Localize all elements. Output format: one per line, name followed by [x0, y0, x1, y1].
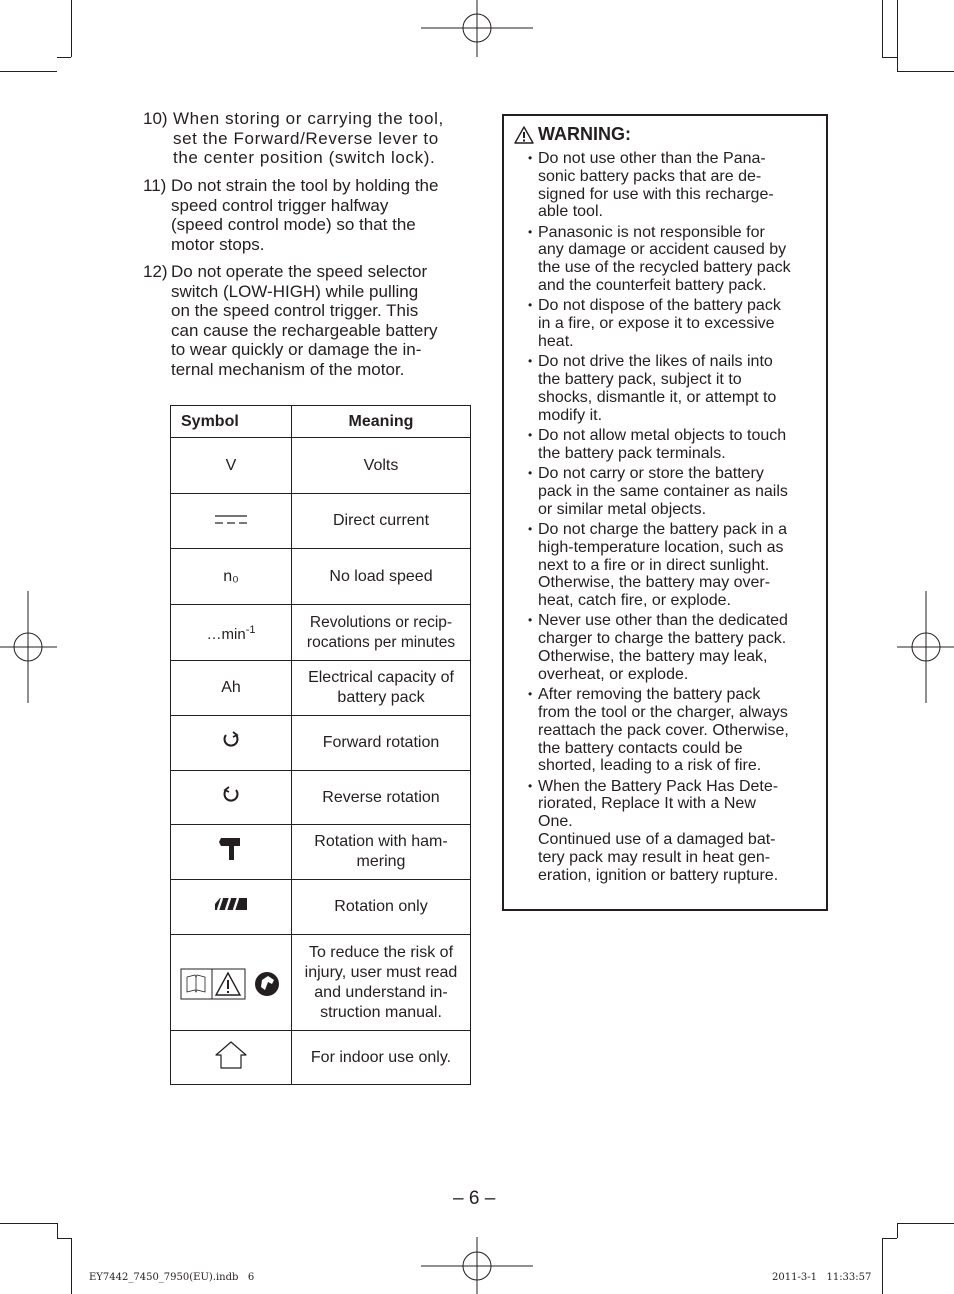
- warning-item: • Do not drive the likes of nails into the battery pack, subject it to shocks, dismantle it, or attempt to modify it.: [528, 353, 816, 424]
- read-manual-warning-icon: [180, 968, 292, 1002]
- table-row: [171, 494, 471, 549]
- footer-timestamp: 2011-3-1 11:33:57: [772, 1272, 872, 1283]
- warning-item: • Do not use other than the Pana- sonic battery packs that are de- signed for use with this recharge- able tool.: [528, 150, 816, 221]
- list-number: 12): [143, 262, 168, 281]
- list-item-10: [143, 109, 463, 168]
- symbol-cell: [171, 494, 292, 549]
- registration-mark-left: [0, 591, 57, 703]
- symbol-cell: [171, 771, 292, 825]
- warning-title: WARNING:: [538, 124, 631, 144]
- page-number: – 6 –: [453, 1188, 496, 1209]
- table-row: [171, 1031, 471, 1085]
- table-row: [171, 438, 471, 494]
- symbol-cell: n₀: [171, 549, 292, 605]
- meaning-cell: Reverse rotation: [292, 771, 471, 825]
- warning-item: • Do not charge the battery pack in a high-temperature location, such as next to a fire or in direct sunlight. Otherwise, the battery may over- heat, catch fire, or explode.: [528, 521, 816, 610]
- symbol-cell: [171, 1031, 292, 1085]
- registration-mark-right: [897, 591, 954, 703]
- list-line: Do not operate the speed selector: [171, 262, 428, 281]
- symbol-text: …min: [206, 626, 246, 643]
- meaning-cell: To reduce the risk of injury, user must read and understand in- struction manual.: [292, 935, 471, 1031]
- warning-item: • Do not allow metal objects to touch the battery pack terminals.: [528, 427, 816, 463]
- warning-item: • After removing the battery pack from the tool or the charger, always reattach the pack cover. Otherwise, the battery contacts could be shorted, leading to a risk of fire.: [528, 686, 816, 775]
- table-row: [171, 661, 471, 716]
- warning-item: • Do not carry or store the battery pack in the same container as nails or similar metal objects.: [528, 465, 816, 518]
- symbol-cell: Ah: [171, 661, 292, 716]
- table-row: [171, 716, 471, 771]
- list-line: can cause the rechargeable battery: [171, 320, 438, 340]
- symbol-cell: [171, 825, 292, 880]
- list-line: set the Forward/Reverse lever to: [173, 128, 439, 148]
- table-row: [171, 771, 471, 825]
- symbol-table: [170, 405, 471, 1085]
- list-number: 11): [143, 176, 167, 195]
- direct-current-icon: [214, 513, 248, 525]
- list-item-12: [143, 262, 463, 379]
- meaning-cell: Rotation with ham- mering: [292, 825, 471, 880]
- warning-heading: [514, 124, 631, 145]
- meaning-cell: Direct current: [292, 494, 471, 549]
- list-line: (speed control mode) so that the: [171, 215, 416, 234]
- table-header-row: [171, 406, 471, 438]
- list-line: switch (LOW-HIGH) while pulling: [171, 281, 419, 301]
- meaning-cell: Volts: [292, 438, 471, 494]
- meaning-cell: Electrical capacity of battery pack: [292, 661, 471, 716]
- indoor-house-icon: [214, 1040, 248, 1070]
- warning-item: • When the Battery Pack Has Dete- riorated, Replace It with a New One. Continued use of a damaged bat- tery pack may result in heat gen- eration, ignition or battery rupture.: [528, 778, 816, 885]
- footer-file-info: EY7442_7450_7950(EU).indb 6: [89, 1272, 255, 1283]
- meaning-cell: No load speed: [292, 549, 471, 605]
- list-line: on the speed control trigger. This: [171, 301, 419, 320]
- meaning-cell: Forward rotation: [292, 716, 471, 771]
- list-line: to wear quickly or damage the in-: [171, 340, 422, 359]
- warning-triangle-icon: [514, 126, 534, 144]
- symbol-cell: [171, 605, 292, 661]
- list-line: Do not strain the tool by holding the: [171, 176, 439, 195]
- reverse-rotation-icon: [222, 786, 240, 804]
- forward-rotation-icon: [222, 731, 240, 749]
- registration-mark-bottom: [421, 1237, 533, 1294]
- warning-item: • Do not dispose of the battery pack in a fire, or expose it to excessive heat.: [528, 297, 816, 350]
- list-line: motor stops.: [171, 234, 265, 254]
- table-row: [171, 549, 471, 605]
- symbol-cell: [171, 935, 292, 1031]
- symbol-cell: [171, 716, 292, 771]
- table-row: [171, 605, 471, 661]
- hammer-icon: [218, 836, 244, 862]
- list-line: the center position (switch lock).: [173, 148, 436, 167]
- list-number: 10): [143, 109, 168, 128]
- symbol-cell: [171, 880, 292, 935]
- header-meaning: Meaning: [292, 406, 471, 438]
- header-symbol: Symbol: [171, 406, 292, 438]
- warning-item: • Never use other than the dedicated charger to charge the battery pack. Otherwise, the battery may leak, overheat, or explode.: [528, 612, 816, 683]
- meaning-cell: Rotation only: [292, 880, 471, 935]
- table-row: [171, 825, 471, 880]
- warning-item: • Panasonic is not responsible for any damage or accident caused by the use of the recycled battery pack and the counterfeit battery pack.: [528, 224, 816, 295]
- meaning-cell: For indoor use only.: [292, 1031, 471, 1085]
- warning-list: [528, 150, 816, 887]
- table-row: [171, 880, 471, 935]
- list-line: ternal mechanism of the motor.: [171, 359, 405, 379]
- symbol-cell: V: [171, 438, 292, 494]
- list-line: When storing or carrying the tool,: [173, 109, 444, 128]
- warning-box: [502, 114, 828, 911]
- table-row: [171, 935, 471, 1031]
- drill-bit-icon: [214, 896, 248, 912]
- registration-mark-top: [421, 0, 533, 57]
- list-line: speed control trigger halfway: [171, 195, 389, 215]
- list-item-11: [143, 176, 463, 254]
- meaning-cell: Revolutions or recip- rocations per minutes: [292, 605, 471, 661]
- symbol-superscript: -1: [245, 624, 256, 636]
